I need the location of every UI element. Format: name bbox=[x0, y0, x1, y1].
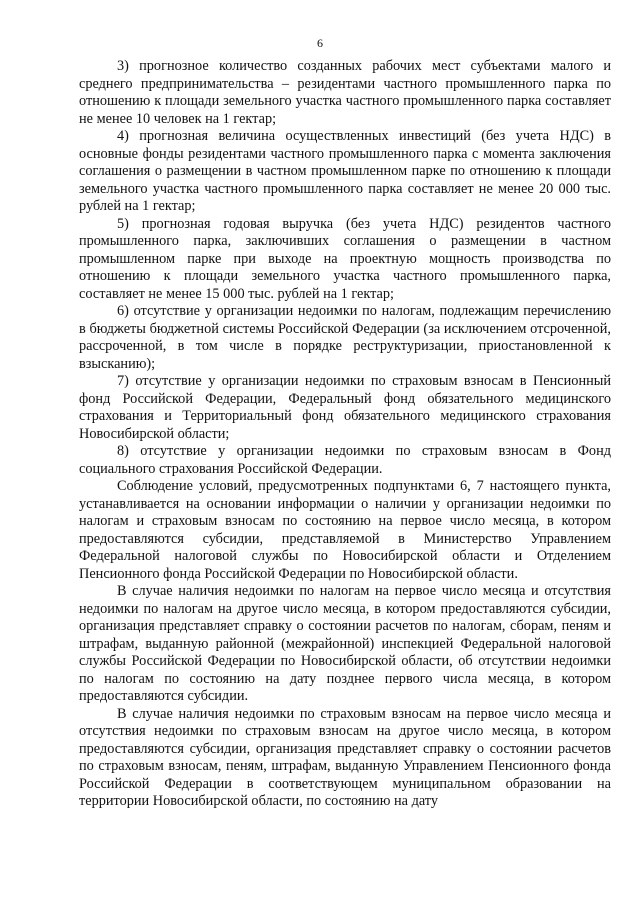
paragraph-item-8: 8) отсутствие у организации недоимки по страховым взносам в Фонд социального страхования Российской Федерации. bbox=[79, 443, 611, 477]
paragraph-item-5: 5) прогнозная годовая выручка (без учета НДС) резидентов частного промышленного парка, заключивших соглашения о размещении в частном промышленном парке при выходе на проектную мощность производства по отношению к площади земельного участка частного промышленного парка, составляет не менее 15 000 тыс. рублей на 1 гектар; bbox=[79, 215, 611, 302]
paragraph-compliance: Соблюдение условий, предусмотренных подпунктами 6, 7 настоящего пункта, устанавливается на основании информации о наличии у организации недоимки по налогам и страховым взносам по состоянию на первое число месяца, в котором предоставляются субсидии, представляемой в Министерство Управлением Федеральной налоговой службы по Новосибирской области и Отделением Пенсионного фонда Российской Федерации по Новосибирской области. bbox=[79, 478, 611, 582]
paragraph-item-4: 4) прогнозная величина осуществленных инвестиций (без учета НДС) в основные фонды резидентами частного промышленного парка с момента заключения соглашения о размещении в частном промышленном парке по отношению к площади земельного участка частного промышленного парка составляет не менее 20 000 тыс. рублей на 1 гектар; bbox=[79, 128, 611, 214]
paragraph-item-7: 7) отсутствие у организации недоимки по страховым взносам в Пенсионный фонд Российской Федерации, Федеральный фонд обязательного медицинского страхования и Территориальный фонд обязательного медицинского страхования Новосибирской области; bbox=[79, 373, 611, 442]
paragraph-tax-arrears: В случае наличия недоимки по налогам на первое число месяца и отсутствия недоимки по налогам на другое число месяца, в котором предоставляются субсидии, организация представляет справку о состоянии расчетов по налогам, сборам, пеням и штрафам, выданную районной (межрайонной) инспекцией Федеральной налоговой службы Российской Федерации по Новосибирской области, об отсутствии недоимки по налогам по состоянию на дату позднее первого числа месяца, в котором предоставляются субсидии. bbox=[79, 583, 611, 704]
page-number: 6 bbox=[317, 36, 323, 50]
paragraph-item-3: 3) прогнозное количество созданных рабочих мест субъектами малого и среднего предпринимательства – резидентами частного промышленного парка по отношению к площади земельного участка частного промышленного парка составляет не менее 10 человек на 1 гектар; bbox=[79, 58, 611, 127]
paragraph-item-6: 6) отсутствие у организации недоимки по налогам, подлежащим перечислению в бюджеты бюджетной системы Российской Федерации (за исключением отсроченной, рассроченной, в том числе в порядке реструктуризации, приостановленной к взысканию); bbox=[79, 303, 611, 372]
paragraph-insurance-arrears: В случае наличия недоимки по страховым взносам на первое число месяца и отсутствия недоимки по страховым взносам на другое число месяца, в котором предоставляются субсидии, организация представляет справку о состоянии расчетов по страховым взносам, пеням, штрафам, выданную Управлением Пенсионного фонда Российской Федерации в соответствующем муниципальном образовании на территории Новосибирской области, по состоянию на дату bbox=[79, 705, 611, 809]
document-body bbox=[79, 58, 611, 811]
